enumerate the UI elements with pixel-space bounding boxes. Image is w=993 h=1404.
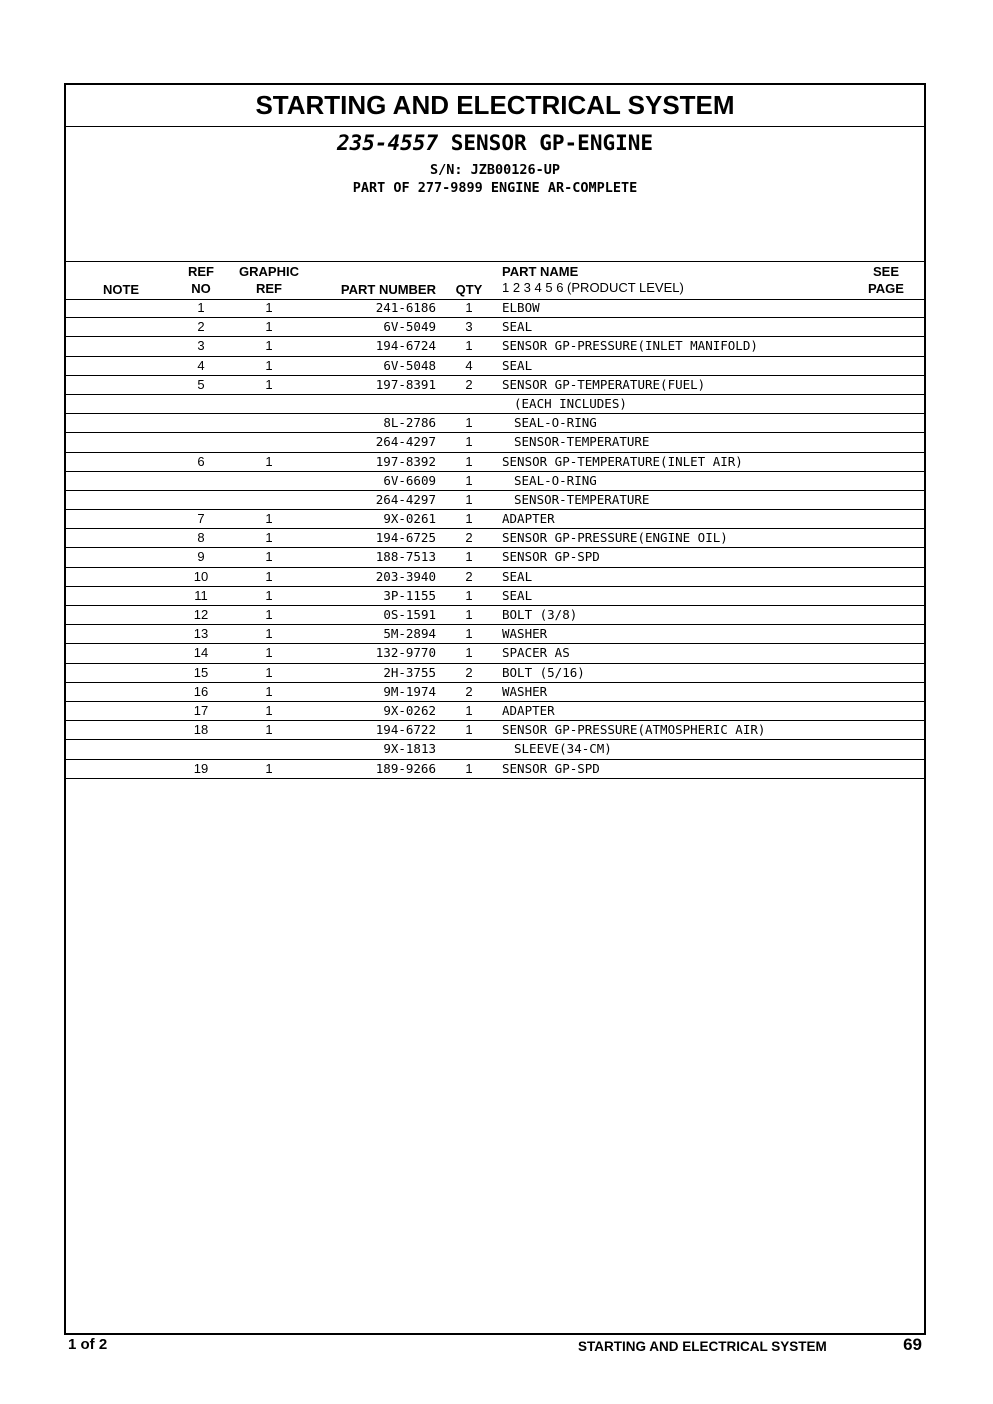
table-row	[66, 548, 924, 567]
graphic-ref-cell: 1	[265, 530, 273, 546]
ref-no-cell: 16	[193, 683, 209, 699]
graphic-ref-cell: 1	[265, 568, 273, 584]
table-row	[66, 357, 924, 376]
part-number-cell: 5M-2894	[383, 626, 436, 642]
graphic-ref-cell: 1	[265, 357, 273, 373]
parts-table-body	[66, 299, 924, 779]
col-part-name: PART NAME	[502, 264, 579, 279]
graphic-ref-cell: 1	[265, 338, 273, 354]
part-name-cell: SENSOR GP-SPD	[502, 760, 600, 776]
ref-no-cell: 19	[193, 760, 209, 776]
qty-cell: 4	[465, 357, 473, 373]
part-number-cell: 6V-6609	[383, 472, 436, 488]
graphic-ref-cell: 1	[265, 645, 273, 661]
qty-cell: 1	[465, 415, 473, 431]
graphic-ref-cell: 1	[265, 453, 273, 469]
part-name-cell: BOLT (3/8)	[502, 607, 578, 622]
qty-cell: 1	[465, 626, 473, 642]
part-heading-number: 235-4557	[336, 131, 439, 155]
part-number-cell: 132-9770	[375, 645, 436, 661]
graphic-ref-cell: 1	[265, 300, 273, 315]
qty-cell: 2	[465, 568, 473, 584]
ref-no-cell: 13	[193, 626, 209, 642]
footer-page-number: 69	[903, 1335, 922, 1354]
part-number-cell: 197-8392	[375, 453, 436, 469]
part-name-cell: SLEEVE(34-CM)	[514, 741, 612, 757]
table-header	[66, 261, 924, 300]
graphic-ref-cell: 1	[265, 683, 273, 699]
part-heading-description: SENSOR GP-ENGINE	[450, 131, 654, 155]
qty-cell: 2	[465, 683, 473, 699]
graphic-ref-cell: 1	[265, 607, 273, 622]
qty-cell: 2	[465, 530, 473, 546]
part-number-cell: 194-6724	[375, 338, 436, 354]
table-row	[66, 337, 924, 356]
part-number-cell: 9X-0261	[383, 511, 436, 527]
part-number-cell: 9M-1974	[383, 683, 436, 699]
part-name-cell: WASHER	[502, 626, 548, 642]
qty-cell: 1	[465, 587, 473, 603]
table-row	[66, 472, 924, 491]
ref-no-cell: 3	[197, 338, 205, 354]
col-graphic-line2: REF	[256, 281, 282, 296]
part-name-cell: SENSOR-TEMPERATURE	[514, 434, 650, 450]
table-row	[66, 625, 924, 644]
part-name-cell: SEAL	[502, 319, 533, 335]
part-number-cell: 3P-1155	[383, 587, 436, 603]
qty-cell: 1	[465, 760, 473, 776]
graphic-ref-cell: 1	[265, 626, 273, 642]
qty-cell: 1	[465, 702, 473, 718]
col-see-line1: SEE	[872, 264, 899, 279]
ref-no-cell: 11	[194, 587, 208, 603]
table-row	[66, 491, 924, 510]
table-row	[66, 683, 924, 702]
part-number-cell: 188-7513	[375, 549, 436, 565]
table-row	[66, 587, 924, 606]
qty-cell: 1	[465, 722, 473, 738]
ref-no-cell: 6	[197, 453, 205, 469]
part-number-cell: 264-4297	[375, 491, 436, 507]
table-row	[66, 529, 924, 548]
qty-cell: 1	[465, 511, 473, 527]
part-name-cell: SEAL	[502, 587, 533, 603]
graphic-ref-cell: 1	[265, 760, 273, 776]
ref-no-cell: 7	[197, 511, 205, 527]
qty-cell: 1	[465, 453, 473, 469]
col-note: NOTE	[102, 282, 140, 297]
col-see-line2: PAGE	[868, 281, 904, 296]
serial-number: S/N: JZB00126-UP	[429, 162, 561, 178]
part-name-cell: SENSOR GP-PRESSURE(ATMOSPHERIC AIR)	[502, 722, 766, 738]
page-title: STARTING AND ELECTRICAL SYSTEM	[66, 85, 924, 127]
col-graphic-line1: GRAPHIC	[239, 264, 299, 279]
qty-cell: 1	[465, 300, 473, 315]
qty-cell: 1	[465, 472, 473, 488]
footer-section: STARTING AND ELECTRICAL SYSTEM	[578, 1339, 827, 1354]
col-qty: QTY	[455, 282, 483, 297]
part-number-cell: 264-4297	[375, 434, 436, 450]
qty-cell: 2	[465, 664, 473, 680]
ref-no-cell: 2	[197, 319, 205, 335]
part-name-cell: SENSOR GP-SPD	[502, 549, 600, 565]
part-number-cell: 194-6722	[375, 722, 436, 738]
part-heading	[66, 129, 924, 157]
graphic-ref-cell: 1	[265, 722, 273, 738]
part-number-cell: 0S-1591	[383, 607, 436, 622]
part-name-cell: SPACER AS	[502, 645, 570, 661]
graphic-ref-cell: 1	[265, 319, 273, 335]
ref-no-cell: 15	[193, 664, 209, 680]
part-of-line: PART OF 277-9899 ENGINE AR-COMPLETE	[352, 180, 638, 196]
table-row	[66, 568, 924, 587]
part-name-cell: SEAL-O-RING	[514, 415, 597, 431]
part-name-cell: SEAL	[502, 357, 533, 373]
ref-no-cell: 1	[197, 300, 205, 315]
footer-page-of: 1 of 2	[68, 1336, 108, 1353]
ref-no-cell: 9	[197, 549, 205, 565]
qty-cell: 2	[465, 376, 473, 392]
part-number-cell: 189-9266	[375, 760, 436, 776]
part-name-cell: ADAPTER	[502, 511, 555, 527]
part-number-cell: 203-3940	[375, 568, 436, 584]
col-ref-line1: REF	[188, 264, 214, 279]
part-number-cell: 9X-1813	[383, 741, 436, 757]
graphic-ref-cell: 1	[265, 511, 273, 527]
qty-cell: 1	[465, 338, 473, 354]
part-name-cell: ADAPTER	[502, 702, 555, 718]
col-ref-line2: NO	[191, 281, 211, 296]
col-part-number: PART NUMBER	[340, 282, 436, 297]
table-row	[66, 318, 924, 337]
ref-no-cell: 4	[197, 357, 205, 373]
ref-no-cell: 8	[197, 530, 205, 546]
part-name-cell: SEAL	[502, 568, 533, 584]
qty-cell: 1	[465, 434, 473, 450]
table-row	[66, 433, 924, 452]
table-row	[66, 510, 924, 529]
table-row	[66, 299, 924, 318]
part-name-cell: SENSOR-TEMPERATURE	[514, 491, 650, 507]
graphic-ref-cell: 1	[265, 587, 273, 603]
qty-cell: 1	[465, 549, 473, 565]
part-name-cell: ELBOW	[502, 300, 540, 315]
part-number-cell: 197-8391	[375, 376, 436, 392]
table-row	[66, 721, 924, 740]
part-name-cell: SEAL-O-RING	[514, 472, 597, 488]
part-number-cell: 6V-5049	[383, 319, 436, 335]
table-row	[66, 606, 924, 625]
graphic-ref-cell: 1	[265, 376, 273, 392]
part-name-cell: BOLT (5/16)	[502, 664, 585, 680]
ref-no-cell: 14	[193, 645, 209, 661]
table-row	[66, 453, 924, 472]
qty-cell: 1	[465, 607, 473, 622]
part-name-cell: SENSOR GP-TEMPERATURE(INLET AIR)	[502, 453, 743, 469]
qty-cell: 1	[465, 645, 473, 661]
col-product-level: 1 2 3 4 5 6 (PRODUCT LEVEL)	[502, 280, 684, 295]
graphic-ref-cell: 1	[265, 702, 273, 718]
part-number-cell: 194-6725	[375, 530, 436, 546]
ref-no-cell: 18	[193, 722, 209, 738]
table-row	[66, 376, 924, 395]
table-row	[66, 740, 924, 759]
table-row	[66, 644, 924, 663]
table-row	[66, 414, 924, 433]
part-number-cell: 241-6186	[375, 300, 436, 315]
graphic-ref-cell: 1	[265, 549, 273, 565]
ref-no-cell: 5	[197, 376, 205, 392]
table-row	[66, 702, 924, 721]
part-number-cell: 8L-2786	[383, 415, 436, 431]
part-number-cell: 6V-5048	[383, 357, 436, 373]
qty-cell: 1	[465, 491, 473, 507]
ref-no-cell: 17	[193, 702, 209, 718]
table-row	[66, 664, 924, 683]
graphic-ref-cell: 1	[265, 664, 273, 680]
part-number-cell: 9X-0262	[383, 702, 436, 718]
part-name-cell: SENSOR GP-TEMPERATURE(FUEL)	[502, 376, 706, 392]
part-name-cell: (EACH INCLUDES)	[514, 395, 627, 411]
table-row	[66, 395, 924, 414]
page-frame	[64, 83, 926, 1335]
part-number-cell: 2H-3755	[383, 664, 436, 680]
table-row	[66, 760, 924, 779]
qty-cell: 3	[465, 319, 473, 335]
part-name-cell: SENSOR GP-PRESSURE(ENGINE OIL)	[502, 530, 728, 546]
part-name-cell: SENSOR GP-PRESSURE(INLET MANIFOLD)	[502, 338, 758, 354]
part-name-cell: WASHER	[502, 683, 548, 699]
ref-no-cell: 12	[193, 607, 209, 622]
ref-no-cell: 10	[193, 568, 209, 584]
